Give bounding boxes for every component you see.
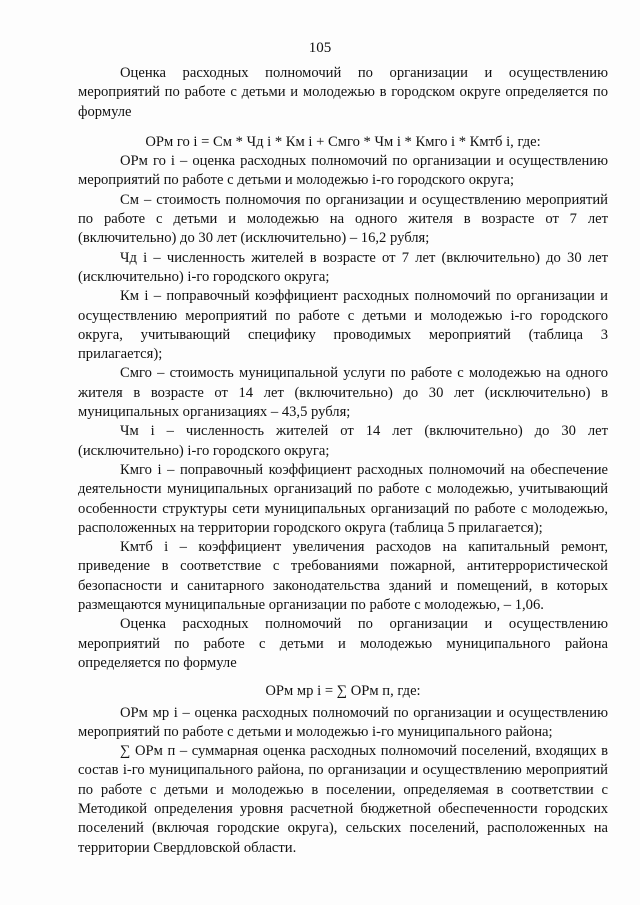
definition-kmtb: Кмтб i – коэффициент увеличения расходов на капитальный ремонт, приведение в соответствие с требованиями пожарной, антитеррористической безопасности и санитарного законодательства зданий и помещений, в которых размещаются муниципальные организации по работе с молодежью, – 1,06. xyxy=(78,539,608,614)
paragraph-intro-mr: Оценка расходных полномочий по организации и осуществлению мероприятий по работе с детьми и молодежью муниципального района определяется по формуле xyxy=(78,616,608,671)
formula-orm-go: ОРм го i = См * Чд i * Км i + Смго * Чм i * Кмго i * Кмтб i, где: xyxy=(145,133,541,150)
definition-orm-mr: ОРм мр i – оценка расходных полномочий по организации и осуществлению мероприятий по работе с детьми и молодежью i-го муниципального района; xyxy=(78,704,608,740)
document-body xyxy=(78,64,608,858)
definition-chm: Чм i – численность жителей от 14 лет (включительно) до 30 лет (исключительно) i-го городского округа; xyxy=(78,423,608,459)
formula-orm-mr: ОРм мр i = ∑ ОРм п, где: xyxy=(265,683,421,700)
definition-smgo: Смго – стоимость муниципальной услуги по работе с молодежью на одного жителя в возрасте от 14 лет (включительно) до 30 лет (исключительно) в муниципальных организациях – 43,5 рубля; xyxy=(78,365,608,421)
definition-chd: Чд i – численность жителей в возрасте от 7 лет (включительно) до 30 лет (исключительно) i-го городского округа; xyxy=(78,249,608,285)
paragraph-intro-go: Оценка расходных полномочий по организации и осуществлению мероприятий по работе с детьми и молодежью в городском округе определяется по формуле xyxy=(78,65,608,120)
definition-kmgo: Кмго i – поправочный коэффициент расходных полномочий на обеспечение деятельности муниципальных организаций по работе с молодежью, учитывающий особенности структуры сети муниципальных организаций по работе с молодежью, расположенных на территории городского округа (таблица 5 прилагается); xyxy=(78,461,608,536)
page-number: 105 xyxy=(308,40,332,56)
definition-km: Км i – поправочный коэффициент расходных полномочий по организации и осуществлению мероприятий по работе с детьми и молодежью i-го городского округа, учитывающий специфику проводимых мероприятий (таблица 3 прилагается); xyxy=(78,288,608,363)
definition-sm: См – стоимость полномочия по организации и осуществлению мероприятий по работе с детьми и молодежью на одного жителя в возрасте от 7 лет (включительно) до 30 лет (исключительно) – 16,2 рубля; xyxy=(78,191,608,247)
definition-orm-go: ОРм го i – оценка расходных полномочий по организации и осуществлению мероприятий по работе с детьми и молодежью i-го городского округа; xyxy=(78,153,608,189)
definition-sum-orm-p: ∑ ОРм п – суммарная оценка расходных полномочий поселений, входящих в состав i-го муниципального района, по организации и осуществлению мероприятий по работе с детьми и молодежью в поселении, определяемая в соответствии с Методикой определения уровня расчетной бюджетной обеспеченности городских поселений (включая городские округа), сельских поселений, расположенных на территории Свердловской области. xyxy=(78,743,608,856)
